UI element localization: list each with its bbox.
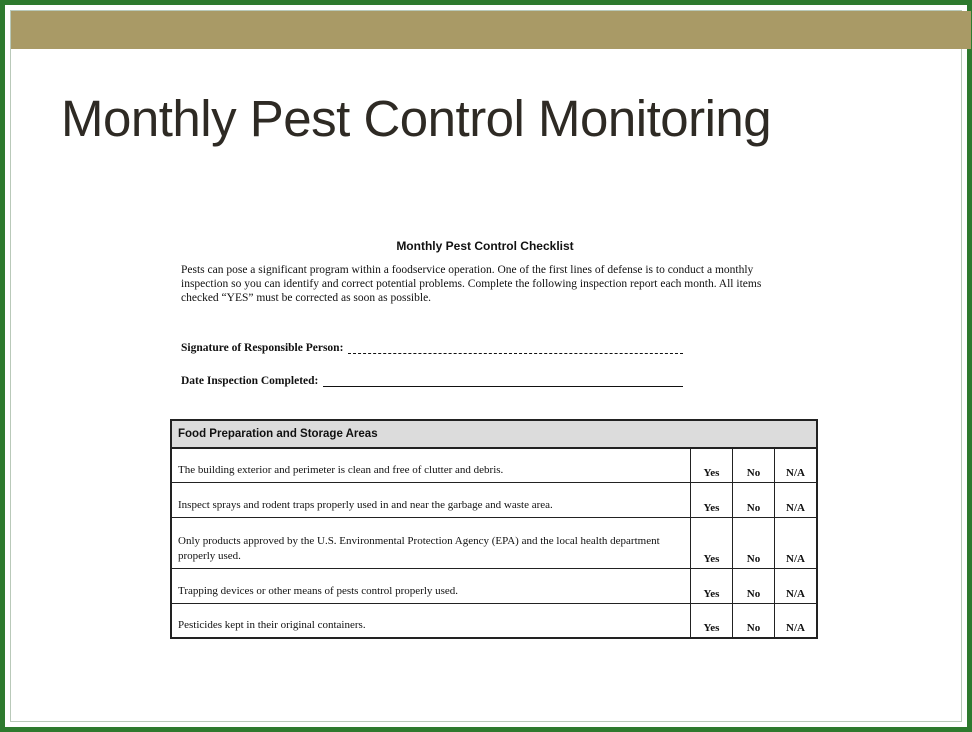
no-option: No (733, 483, 775, 518)
signature-field (181, 342, 683, 354)
row-text: Inspect sprays and rodent traps properly used in and near the garbage and waste area. (171, 483, 691, 518)
yes-option: Yes (691, 518, 733, 569)
date-label: Date Inspection Completed: (181, 375, 319, 387)
no-option: No (733, 448, 775, 483)
checklist-document (165, 230, 825, 640)
row-text: Pesticides kept in their original containers. (171, 604, 691, 639)
no-option: No (733, 569, 775, 604)
table-row (171, 569, 817, 604)
yes-option: Yes (691, 448, 733, 483)
section-header-row (171, 420, 817, 448)
row-text: Only products approved by the U.S. Environmental Protection Agency (EPA) and the local health department properly used. (171, 518, 691, 569)
yes-option: Yes (691, 604, 733, 639)
row-text: Trapping devices or other means of pests control properly used. (171, 569, 691, 604)
na-option: N/A (775, 604, 818, 639)
yes-option: Yes (691, 483, 733, 518)
yes-option: Yes (691, 569, 733, 604)
date-blank (323, 375, 683, 387)
checklist-table (170, 419, 818, 639)
signature-blank (348, 342, 683, 354)
table-row (171, 448, 817, 483)
no-option: No (733, 518, 775, 569)
slide-title: Monthly Pest Control Monitoring (61, 90, 772, 147)
document-title: Monthly Pest Control Checklist (396, 239, 574, 253)
section-header: Food Preparation and Storage Areas (171, 420, 817, 448)
na-option: N/A (775, 569, 818, 604)
date-field (181, 375, 683, 387)
table-row (171, 604, 817, 639)
no-option: No (733, 604, 775, 639)
top-accent-bar (11, 11, 971, 49)
table-row (171, 518, 817, 569)
signature-label: Signature of Responsible Person: (181, 342, 344, 354)
document-intro: Pests can pose a significant program within a foodservice operation. One of the first lines of defense is to conduct a monthly inspection so you can identify and correct potential problems. Complete the following inspection report each month. All items checked “YES” must be corrected as soon as possible. (181, 264, 762, 304)
na-option: N/A (775, 518, 818, 569)
na-option: N/A (775, 483, 818, 518)
row-text: The building exterior and perimeter is clean and free of clutter and debris. (171, 448, 691, 483)
table-row (171, 483, 817, 518)
na-option: N/A (775, 448, 818, 483)
